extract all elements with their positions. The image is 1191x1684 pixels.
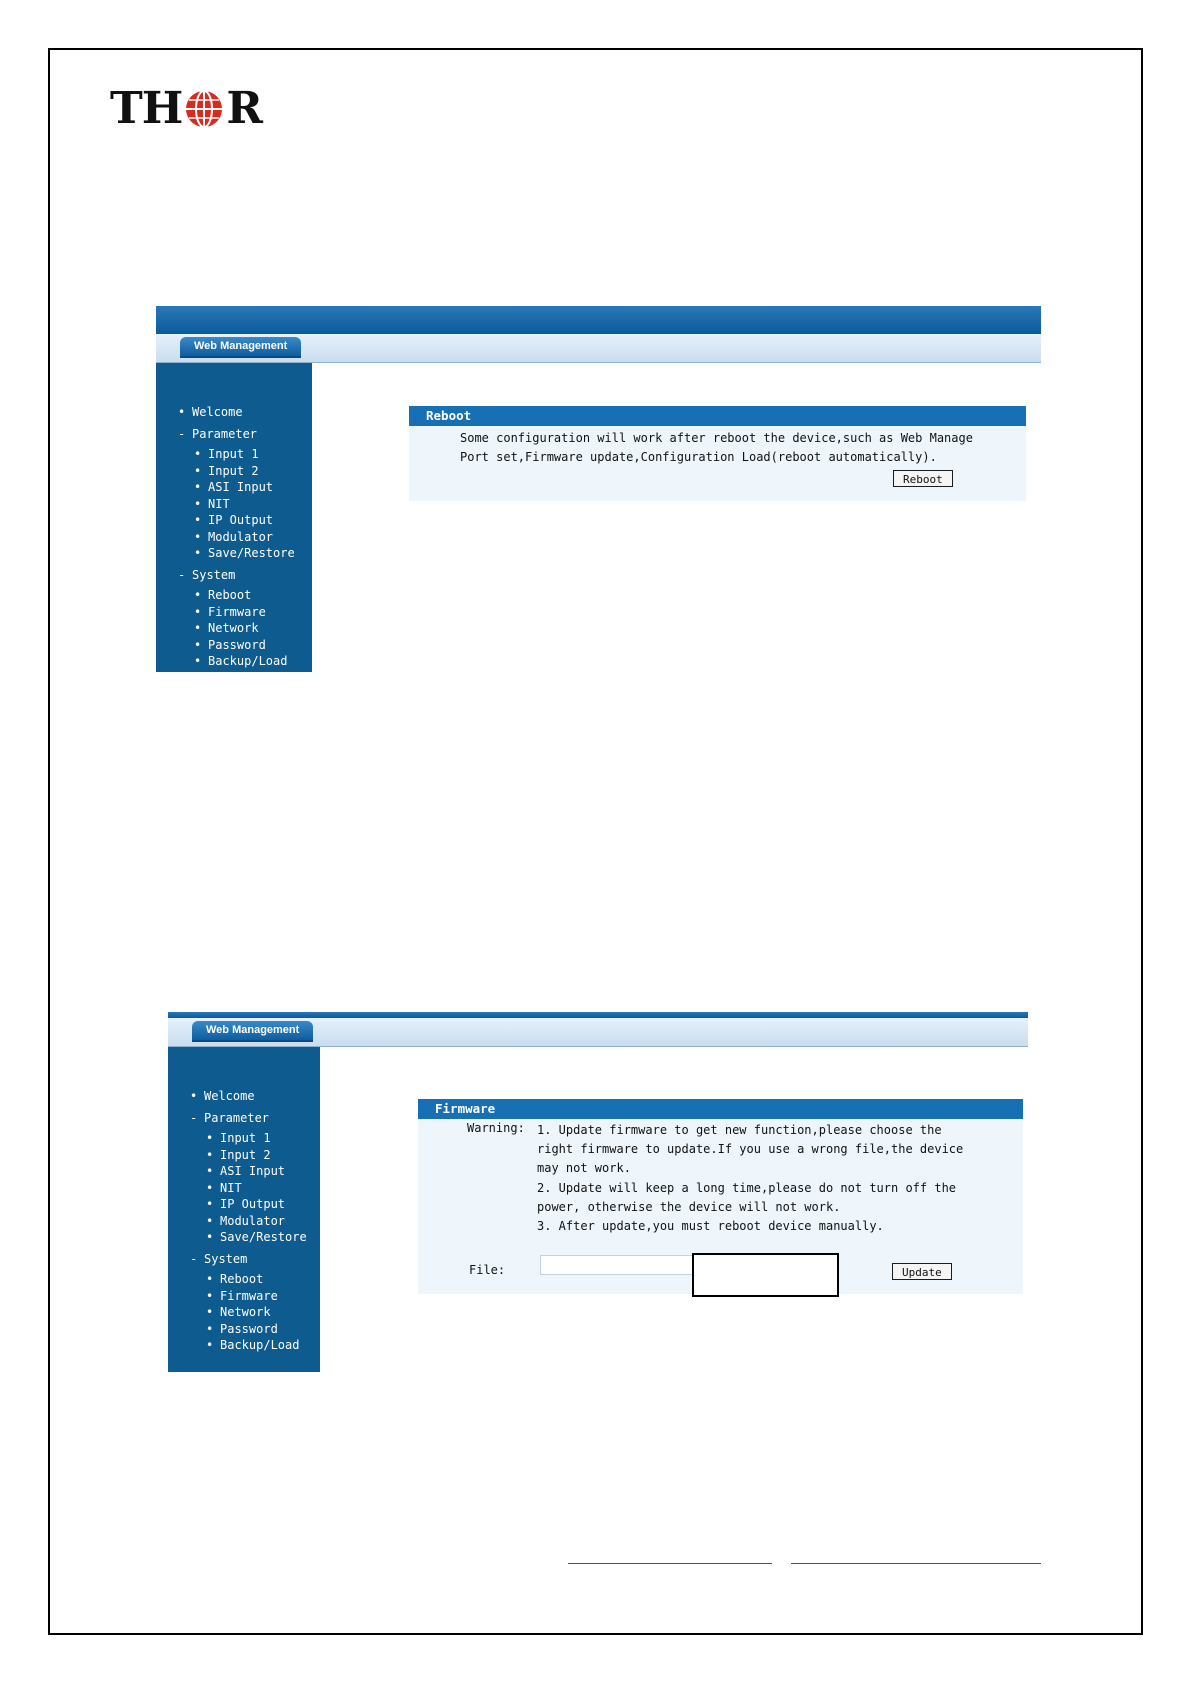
sidebar-item-label: Reboot bbox=[220, 1272, 264, 1286]
sidebar bbox=[168, 1047, 320, 1372]
bullet-icon: • bbox=[206, 1288, 214, 1303]
sidebar-item-label: Modulator bbox=[220, 1213, 286, 1228]
bullet-icon: • bbox=[194, 546, 202, 560]
sidebar-item-label: Input 1 bbox=[208, 447, 259, 461]
sidebar-item-save-restore[interactable] bbox=[168, 1229, 320, 1246]
bullet-icon: • bbox=[206, 1305, 214, 1319]
sidebar-item-system[interactable] bbox=[156, 567, 312, 584]
sidebar-item-label: Modulator bbox=[208, 529, 274, 544]
sidebar-item-label: IP Output bbox=[220, 1197, 286, 1211]
logo-text-right: R bbox=[226, 83, 262, 134]
sidebar-item-label: Network bbox=[220, 1305, 271, 1319]
sidebar-item-label: Parameter bbox=[192, 426, 258, 441]
sidebar-item-ip-output[interactable] bbox=[156, 512, 312, 529]
sidebar-item-backup-load[interactable] bbox=[168, 1337, 320, 1354]
bullet-icon: • bbox=[206, 1131, 214, 1145]
bullet-icon: • bbox=[194, 513, 202, 527]
bullet-icon: • bbox=[194, 496, 202, 511]
sidebar-item-input-1[interactable] bbox=[156, 446, 312, 463]
sidebar-item-password[interactable] bbox=[168, 1321, 320, 1338]
sidebar-item-reboot[interactable] bbox=[168, 1271, 320, 1288]
sidebar-item-input-2[interactable] bbox=[156, 463, 312, 480]
sidebar-item-backup-load[interactable] bbox=[156, 653, 312, 670]
sidebar-item-label: NIT bbox=[220, 1180, 242, 1195]
panel-title: Firmware bbox=[418, 1099, 1023, 1119]
file-label: File: bbox=[469, 1263, 506, 1277]
sidebar-item-label: Input 2 bbox=[220, 1147, 271, 1162]
bullet-icon: • bbox=[194, 621, 202, 635]
bullet-icon: • bbox=[178, 405, 186, 419]
sidebar-item-welcome[interactable] bbox=[156, 404, 312, 421]
warning-line: 1. Update firmware to get new function,please choose the bbox=[537, 1123, 942, 1137]
sidebar-menu bbox=[168, 1083, 320, 1354]
update-button[interactable]: Update bbox=[892, 1263, 952, 1280]
nav-bar bbox=[156, 334, 1041, 363]
bullet-icon: • bbox=[206, 1321, 214, 1336]
collapse-icon: - bbox=[178, 567, 186, 582]
logo-text-left: TH bbox=[110, 83, 183, 134]
reboot-button[interactable]: Reboot bbox=[893, 470, 953, 487]
nav-bar bbox=[168, 1018, 1028, 1047]
footer-link-underline[interactable] bbox=[568, 1563, 772, 1564]
sidebar-item-label: Save/Restore bbox=[220, 1230, 307, 1244]
file-path-input[interactable] bbox=[540, 1255, 695, 1275]
bullet-icon: • bbox=[206, 1338, 214, 1352]
warning-line: 3. After update,you must reboot device manually. bbox=[537, 1219, 884, 1234]
web-management-tab[interactable]: Web Management bbox=[180, 337, 301, 356]
sidebar-item-nit[interactable] bbox=[156, 496, 312, 513]
sidebar-item-save-restore[interactable] bbox=[156, 545, 312, 562]
warning-text bbox=[537, 1121, 963, 1236]
footer-link-underline[interactable] bbox=[791, 1563, 1041, 1564]
header-band bbox=[156, 306, 1041, 334]
sidebar-item-modulator[interactable] bbox=[156, 529, 312, 546]
thor-logo bbox=[110, 83, 262, 134]
sidebar-item-label: System bbox=[192, 567, 236, 582]
bullet-icon: • bbox=[206, 1164, 214, 1178]
sidebar-item-label: Parameter bbox=[204, 1110, 270, 1125]
bullet-icon: • bbox=[190, 1089, 198, 1103]
bullet-icon: • bbox=[194, 480, 202, 494]
sidebar-item-parameter[interactable] bbox=[156, 426, 312, 443]
bullet-icon: • bbox=[206, 1272, 214, 1286]
bullet-icon: • bbox=[194, 588, 202, 602]
page-border bbox=[48, 48, 1143, 1635]
reboot-description bbox=[460, 429, 980, 467]
sidebar-item-network[interactable] bbox=[156, 620, 312, 637]
sidebar-item-parameter[interactable] bbox=[168, 1110, 320, 1127]
sidebar-item-label: ASI Input bbox=[208, 480, 274, 494]
sidebar-menu bbox=[156, 399, 312, 670]
reboot-text-line: Port set,Firmware update,Configuration Load(reboot automatically). bbox=[460, 450, 937, 464]
sidebar-item-label: System bbox=[204, 1251, 248, 1266]
sidebar-item-modulator[interactable] bbox=[168, 1213, 320, 1230]
sidebar-item-label: NIT bbox=[208, 496, 230, 511]
sidebar-item-system[interactable] bbox=[168, 1251, 320, 1268]
warning-line: power, otherwise the device will not work. bbox=[537, 1199, 841, 1214]
bullet-icon: • bbox=[194, 654, 202, 668]
collapse-icon: - bbox=[190, 1110, 198, 1125]
warning-label: Warning: bbox=[467, 1121, 525, 1135]
sidebar-item-label: Save/Restore bbox=[208, 546, 295, 560]
sidebar-item-input-1[interactable] bbox=[168, 1130, 320, 1147]
bullet-icon: • bbox=[206, 1197, 214, 1211]
sidebar-item-welcome[interactable] bbox=[168, 1088, 320, 1105]
panel-title: Reboot bbox=[409, 406, 1026, 426]
sidebar-item-password[interactable] bbox=[156, 637, 312, 654]
sidebar-item-label: Firmware bbox=[208, 604, 266, 619]
sidebar-item-label: Firmware bbox=[220, 1288, 278, 1303]
sidebar-item-firmware[interactable] bbox=[156, 604, 312, 621]
sidebar-item-label: Password bbox=[220, 1321, 278, 1336]
bullet-icon: • bbox=[194, 463, 202, 478]
bullet-icon: • bbox=[194, 637, 202, 652]
globe-icon bbox=[184, 89, 224, 129]
browse-button[interactable] bbox=[692, 1253, 839, 1297]
collapse-icon: - bbox=[190, 1251, 198, 1266]
sidebar-item-label: Backup/Load bbox=[220, 1338, 300, 1352]
sidebar-item-asi-input[interactable] bbox=[156, 479, 312, 496]
reboot-screenshot bbox=[156, 306, 1041, 672]
warning-line: right firmware to update.If you use a wrong file,the device bbox=[537, 1142, 964, 1157]
warning-line: 2. Update will keep a long time,please do not turn off the bbox=[537, 1180, 957, 1195]
sidebar-item-network[interactable] bbox=[168, 1304, 320, 1321]
sidebar-item-label: Password bbox=[208, 637, 266, 652]
sidebar-item-asi-input[interactable] bbox=[168, 1163, 320, 1180]
sidebar-item-label: Reboot bbox=[208, 588, 252, 602]
bullet-icon: • bbox=[206, 1180, 214, 1195]
sidebar-item-input-2[interactable] bbox=[168, 1147, 320, 1164]
sidebar-item-firmware[interactable] bbox=[168, 1288, 320, 1305]
sidebar-item-label: Input 1 bbox=[220, 1131, 271, 1145]
bullet-icon: • bbox=[206, 1230, 214, 1244]
bullet-icon: • bbox=[206, 1213, 214, 1228]
sidebar-item-label: IP Output bbox=[208, 513, 274, 527]
sidebar-item-label: ASI Input bbox=[220, 1164, 286, 1178]
sidebar-item-ip-output[interactable] bbox=[168, 1196, 320, 1213]
warning-line: may not work. bbox=[537, 1161, 631, 1176]
bullet-icon: • bbox=[206, 1147, 214, 1162]
firmware-panel bbox=[418, 1099, 1023, 1294]
sidebar bbox=[156, 363, 312, 672]
web-management-tab[interactable]: Web Management bbox=[192, 1021, 313, 1040]
bullet-icon: • bbox=[194, 604, 202, 619]
sidebar-item-label: Backup/Load bbox=[208, 654, 288, 668]
sidebar-item-label: Input 2 bbox=[208, 463, 259, 478]
sidebar-item-label: Welcome bbox=[204, 1089, 255, 1103]
sidebar-item-nit[interactable] bbox=[168, 1180, 320, 1197]
sidebar-item-label: Welcome bbox=[192, 405, 243, 419]
firmware-screenshot bbox=[168, 1012, 1028, 1372]
sidebar-item-reboot[interactable] bbox=[156, 587, 312, 604]
bullet-icon: • bbox=[194, 529, 202, 544]
bullet-icon: • bbox=[194, 447, 202, 461]
reboot-panel bbox=[409, 406, 1026, 501]
sidebar-item-label: Network bbox=[208, 621, 259, 635]
collapse-icon: - bbox=[178, 426, 186, 441]
reboot-text-line: Some configuration will work after reboot the device,such as Web Manage bbox=[460, 431, 973, 445]
